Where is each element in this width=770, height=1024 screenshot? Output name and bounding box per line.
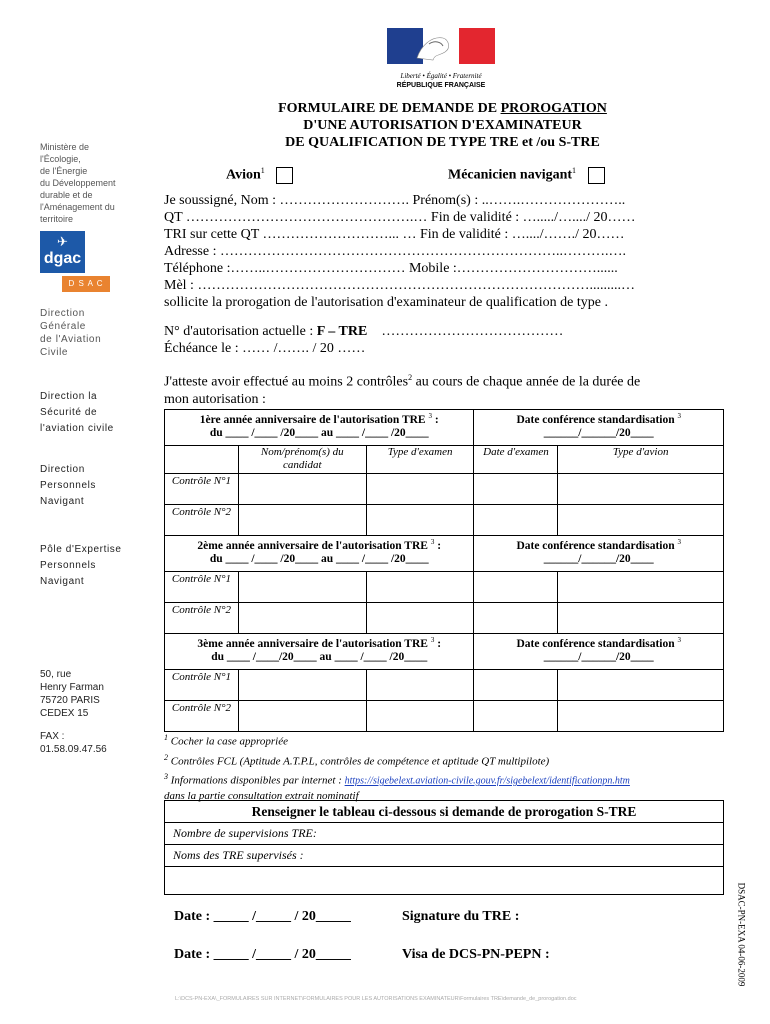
- rf-motto: Liberté • Égalité • Fraternité: [400, 72, 482, 80]
- control-label: Contrôle N°1: [165, 572, 239, 603]
- input-cell[interactable]: [558, 474, 724, 505]
- avion-label: Avion: [226, 167, 261, 183]
- conference-date[interactable]: ______/______/20____: [543, 426, 654, 439]
- phone-field[interactable]: Téléphone :……..………………………… Mobile :…………………………......: [164, 261, 618, 276]
- input-cell[interactable]: [366, 670, 474, 701]
- year-title: 3ème année anniversaire de l'autorisation TRE: [197, 637, 428, 650]
- address-block: [40, 668, 107, 756]
- footnote-ref: 3: [677, 636, 682, 644]
- year-dates[interactable]: du ____ /____ /20____ au ____ /____ /20____: [209, 426, 429, 439]
- document-reference: DSAC-PN-EXA 04-06-2009: [736, 882, 747, 987]
- col-exam-type: Type d'examen: [366, 446, 474, 474]
- autorisation-label: N° d'autorisation actuelle :: [164, 324, 314, 339]
- ministry-line: de l'Énergie: [40, 166, 88, 176]
- col-aircraft-type: Type d'avion: [558, 446, 724, 474]
- sidebar-line: Navigant: [40, 496, 85, 507]
- input-cell[interactable]: [474, 701, 558, 732]
- table-row: [165, 572, 724, 603]
- mecanicien-checkbox[interactable]: [588, 167, 605, 184]
- visa-label: Visa de DCS-PN-PEPN :: [402, 947, 550, 962]
- title-line-3: DE QUALIFICATION DE TYPE TRE et /ou S-TRE: [285, 135, 600, 150]
- conference-label: Date conférence standardisation: [516, 637, 675, 650]
- input-cell[interactable]: [558, 603, 724, 634]
- sidebar-line: Personnels: [40, 480, 97, 491]
- address-line: 75720 PARIS: [40, 695, 100, 706]
- tri-field[interactable]: TRI sur cette QT ………………………... … Fin de validité : …..../……./ 20……: [164, 227, 625, 242]
- stre-table: [164, 800, 724, 895]
- attest-text-b: au cours de chaque année de la durée de: [412, 374, 641, 390]
- ministry-line: Ministère de: [40, 142, 90, 152]
- autorisation-block: [164, 323, 563, 357]
- footnote-ref: 1: [572, 166, 577, 175]
- input-cell[interactable]: [474, 505, 558, 536]
- sidebar-line: Générale: [40, 321, 86, 332]
- input-cell[interactable]: [366, 474, 474, 505]
- empty-cell: [165, 446, 239, 474]
- dsac-badge: [62, 276, 110, 292]
- name-field[interactable]: Je soussigné, Nom : ………………………. Prénom(s) : ..…….…………………..: [164, 193, 626, 208]
- controls-table: [164, 409, 724, 732]
- note-1: Cocher la case appropriée: [170, 735, 288, 748]
- dir-gen-block: [40, 307, 101, 359]
- sidebar-line: Direction la: [40, 391, 98, 402]
- table-row: [165, 670, 724, 701]
- footnote-ref: 3: [677, 538, 682, 546]
- conference-date[interactable]: ______/______/20____: [543, 552, 654, 565]
- title-line-2: D'UNE AUTORISATION D'EXAMINATEUR: [303, 118, 582, 133]
- footnote-ref: 1: [260, 166, 265, 175]
- control-label: Contrôle N°1: [165, 670, 239, 701]
- ministry-block: [40, 141, 130, 225]
- input-cell[interactable]: [558, 505, 724, 536]
- dir-sec-block: [40, 389, 114, 437]
- input-cell[interactable]: [474, 670, 558, 701]
- footnote-ref: 3: [428, 412, 432, 420]
- address-line: Henry Farman: [40, 682, 104, 693]
- footnote-ref: 3: [430, 636, 435, 644]
- attest-text-c: mon autorisation :: [164, 391, 266, 407]
- conference-label: Date conférence standardisation: [516, 539, 675, 552]
- tre-signature-label: Signature du TRE :: [402, 909, 520, 924]
- input-cell[interactable]: [558, 670, 724, 701]
- ministry-line: du Développement: [40, 178, 116, 188]
- table-row: [165, 701, 724, 732]
- dgac-logo-text: dgac: [43, 250, 82, 267]
- input-cell[interactable]: [558, 572, 724, 603]
- control-label: Contrôle N°1: [165, 474, 239, 505]
- supervised-field[interactable]: Noms des TRE supervisés :: [165, 845, 724, 867]
- control-label: Contrôle N°2: [165, 603, 239, 634]
- input-cell[interactable]: [474, 572, 558, 603]
- footnotes: $^1$ Cocher la case appropriée $^2$ Contrôles FCL (Aptitude A.T.P.L, contrôles de compétence et aptitude QT multipilote) $^3$ Informations disponibles par internet : https://sigebelext.aviation-civile.gouv.fr/sigebelext/identificationpn.htm dans la partie consultation extrait nominatif: [164, 730, 734, 804]
- date-field-1[interactable]: Date : _____ /_____ / 20_____: [174, 909, 351, 924]
- sidebar-line: Personnels: [40, 560, 97, 571]
- sidebar-line: l'aviation civile: [40, 423, 114, 434]
- input-cell[interactable]: [238, 670, 366, 701]
- input-cell[interactable]: [238, 603, 366, 634]
- sidebar-line: Navigant: [40, 576, 85, 587]
- form-title: [160, 100, 725, 151]
- supervised-field-extra[interactable]: [165, 867, 724, 895]
- plane-icon: ✈: [57, 234, 68, 249]
- rf-name: RÉPUBLIQUE FRANÇAISE: [396, 82, 486, 89]
- dgac-logo: [40, 231, 85, 273]
- supervisions-field[interactable]: Nombre de supervisions TRE:: [165, 823, 724, 845]
- address-line: 50, rue: [40, 669, 72, 680]
- input-cell[interactable]: [474, 603, 558, 634]
- avion-choice[interactable]: [226, 162, 293, 184]
- mecanicien-choice[interactable]: [448, 162, 605, 184]
- sigebel-link[interactable]: https://sigebelext.aviation-civile.gouv.fr/sigebelext/identificationpn.htm: [344, 775, 630, 787]
- year-header-row: [165, 634, 724, 670]
- year-header-row: [165, 536, 724, 572]
- year-anniversary-cell: 1ère année anniversaire de l'autorisation TRE $^3$ : du ____ /____ /20____ au ____ /____ /20____: [165, 410, 474, 446]
- mecanicien-label: Mécanicien navigant: [448, 167, 573, 183]
- input-cell[interactable]: [366, 603, 474, 634]
- email-field[interactable]: Mèl : ………………………………………………………………………….........…: [164, 278, 635, 293]
- fields-block: [164, 192, 635, 311]
- stre-title: Renseigner le tableau ci-dessous si demande de prorogation S-TRE: [165, 801, 724, 823]
- sidebar-line: Sécurité de: [40, 407, 98, 418]
- table-row: [165, 505, 724, 536]
- conference-date[interactable]: ______/______/20____: [543, 650, 654, 663]
- address-field[interactable]: Adresse : ………………………………………………………………..……….….: [164, 244, 626, 259]
- year-dates[interactable]: du ____ /____ /20____ au ____ /____ /20____: [209, 552, 429, 565]
- note-2: Contrôles FCL (Aptitude A.T.P.L, contrôles de compétence et aptitude QT multipilote): [170, 755, 550, 768]
- sidebar-line: Civile: [40, 347, 69, 358]
- fax-label: FAX :: [40, 731, 65, 742]
- conference-cell: [474, 410, 724, 446]
- sidebar-line: Direction: [40, 308, 85, 319]
- file-path-footer: L:\DCS-PN-EXA\_FORMULAIRES SUR INTERNET\FORMULAIRES POUR LES AUTORISATIONS EXAMINATEUR\Formulaires TRE\demande_de_prorogation.doc: [175, 996, 577, 1002]
- year-anniversary-cell: 2ème année anniversaire de l'autorisation TRE $^3$ : du ____ /____ /20____ au ____ /____ /20____: [165, 536, 474, 572]
- year-title: 2ème année anniversaire de l'autorisation TRE: [197, 539, 428, 552]
- note-3-continued: dans la partie consultation extrait nominatif: [164, 789, 359, 802]
- attest-text-a: J'atteste avoir effectué au moins 2 contrôles: [164, 374, 409, 390]
- avion-checkbox[interactable]: [276, 167, 293, 184]
- ministry-line: l'Aménagement du: [40, 202, 115, 212]
- ministry-line: l'Écologie,: [40, 154, 81, 164]
- date-field-2[interactable]: Date : _____ /_____ / 20_____: [174, 947, 351, 962]
- col-candidate: Nom/prénom(s) du candidat: [238, 446, 366, 474]
- input-cell[interactable]: [366, 505, 474, 536]
- footnote-ref: 3: [677, 412, 682, 420]
- fax-number: 01.58.09.47.56: [40, 744, 107, 755]
- input-cell[interactable]: [238, 572, 366, 603]
- input-cell[interactable]: [238, 701, 366, 732]
- echeance-field[interactable]: Échéance le : …… /……. / 20 ……: [164, 341, 366, 356]
- note-3: Informations disponibles par internet :: [170, 774, 345, 787]
- pole-block: [40, 542, 122, 590]
- request-text: sollicite la prorogation de l'autorisation d'examinateur de qualification de type .: [164, 295, 608, 310]
- conference-cell: [474, 634, 724, 670]
- conference-label: Date conférence standardisation: [516, 413, 675, 426]
- autorisation-value: F – TRE: [316, 324, 368, 339]
- title-line-1-underlined: PROROGATION: [500, 101, 607, 116]
- qt-field[interactable]: QT ………………………………………….… Fin de validité : …...../…..../ 20……: [164, 210, 636, 225]
- year-header-row: [165, 410, 724, 446]
- control-label: Contrôle N°2: [165, 505, 239, 536]
- input-cell[interactable]: [238, 505, 366, 536]
- sidebar-line: Pôle d'Expertise: [40, 544, 122, 555]
- input-cell[interactable]: [366, 572, 474, 603]
- sidebar-line: de l'Aviation: [40, 334, 102, 345]
- ministry-line: durable et de: [40, 190, 93, 200]
- republique-logo: [387, 28, 495, 90]
- table-row: [165, 603, 724, 634]
- attest-block: [164, 369, 724, 408]
- dsac-label: D S A C: [68, 279, 104, 288]
- year-title: 1ère année anniversaire de l'autorisation TRE: [199, 413, 426, 426]
- sidebar-line: Direction: [40, 464, 85, 475]
- year-anniversary-cell: 3ème année anniversaire de l'autorisation TRE $^3$ : du ____ /____/20____ au ____ /____ /20____: [165, 634, 474, 670]
- input-cell[interactable]: [366, 701, 474, 732]
- footnote-ref: 3: [430, 538, 435, 546]
- ministry-line: territoire: [40, 214, 74, 224]
- address-line: CEDEX 15: [40, 708, 89, 719]
- dir-pers-block: [40, 462, 96, 510]
- autorisation-dots[interactable]: …………………………………: [381, 324, 564, 339]
- input-cell[interactable]: [474, 474, 558, 505]
- column-header-row: [165, 446, 724, 474]
- input-cell[interactable]: [238, 474, 366, 505]
- year-dates[interactable]: du ____ /____/20____ au ____ /____ /20____: [211, 650, 428, 663]
- control-label: Contrôle N°2: [165, 701, 239, 732]
- title-line-1: FORMULAIRE DE DEMANDE DE: [278, 101, 501, 116]
- conference-cell: [474, 536, 724, 572]
- input-cell[interactable]: [558, 701, 724, 732]
- col-exam-date: Date d'examen: [474, 446, 558, 474]
- footnote-ref: 2: [408, 373, 413, 382]
- table-row: [165, 474, 724, 505]
